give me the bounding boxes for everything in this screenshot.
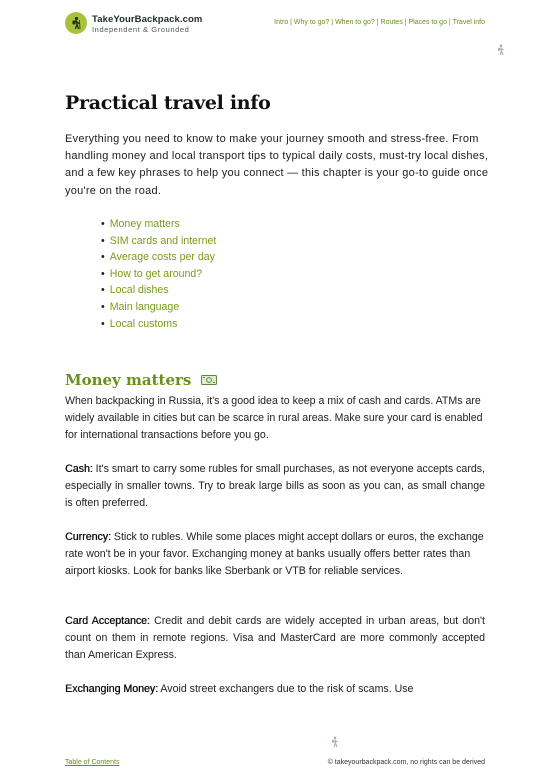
currency-label: Currency: — [65, 531, 111, 543]
hiker-icon — [496, 44, 506, 58]
nav-places-to-go[interactable]: Places to go — [408, 19, 447, 26]
cash-paragraph — [65, 461, 485, 512]
exchanging-money-label: Exchanging Money: — [65, 683, 159, 695]
toc-link[interactable]: Local dishes — [109, 284, 169, 297]
currency-paragraph — [65, 529, 485, 580]
toc-item-average-costs — [101, 249, 216, 266]
nav-separator: | — [290, 19, 292, 26]
hiker-icon — [69, 16, 83, 30]
bullet: • — [101, 300, 105, 313]
bullet: • — [101, 317, 105, 330]
page-header — [0, 0, 550, 49]
bullet: • — [101, 251, 105, 264]
money-icon — [201, 374, 217, 386]
nav-separator: | — [376, 19, 379, 26]
toc-item-local-dishes — [101, 282, 216, 299]
toc-link[interactable]: How to get around? — [109, 267, 203, 280]
bullet: • — [101, 267, 105, 280]
toc-link[interactable]: Main language — [109, 300, 180, 313]
currency-text: Stick to rubles. While some places might accept dollars or euros, the exchange rate won't be in your favor. Exchanging money at banks usually offers better rates than airport kiosks. Look for banks like Sberbank or VTB for reliable services. — [65, 531, 484, 577]
intro-paragraph: Everything you need to know to make your journey smooth and stress-free. From handling money and local transport tips to typical daily costs, must-try local dishes, and a few key phrases to help you connect — this chapter is your go-to guide once you're on the road. — [65, 133, 489, 197]
bullet: • — [101, 284, 105, 297]
section-title-money-matters — [65, 371, 217, 389]
nav-travel-info[interactable]: Travel info — [452, 19, 485, 26]
nav-separator: | — [404, 19, 407, 26]
page-title: Practical travel info — [65, 92, 271, 114]
nav-routes[interactable]: Routes — [380, 19, 403, 26]
chapter-toc — [101, 216, 216, 332]
money-intro-paragraph: When backpacking in Russia, it's a good idea to keep a mix of cash and cards. ATMs are widely available in cities but can be scarce in rural areas. Make sure your card is enabled for international transactions before you go. — [65, 395, 483, 441]
exchanging-money-text: Avoid street exchangers due to the risk of scams. Use — [160, 683, 414, 695]
toc-link[interactable]: Money matters — [109, 218, 180, 230]
nav-when-to-go[interactable]: When to go? — [335, 19, 375, 26]
toc-link[interactable]: Average costs per day — [109, 251, 215, 264]
cash-label: Cash: — [65, 463, 93, 475]
toc-item-money-matters — [101, 216, 216, 233]
toc-item-getting-around — [101, 266, 216, 283]
cash-text: It's smart to carry some rubles for small purchases, as not everyone accepts cards, especially in smaller towns. Try to break large bills as soon as you can, as small change is often preferred. — [65, 463, 485, 509]
brand-name[interactable]: TakeYourBackpack.com — [92, 14, 203, 25]
toc-item-local-customs — [101, 316, 216, 333]
toc-link[interactable]: Local customs — [109, 317, 178, 330]
copyright-notice: © takeyourbackpack.com, no rights can be derived — [327, 759, 485, 766]
toc-item-main-language — [101, 299, 216, 316]
card-acceptance-label: Card Acceptance: — [65, 615, 150, 627]
table-of-contents-link[interactable]: Table of Contents — [65, 759, 120, 766]
card-acceptance-paragraph — [65, 613, 485, 664]
hiker-icon — [330, 736, 340, 750]
section-title-text: Money matters — [65, 371, 192, 389]
logo[interactable] — [65, 12, 87, 34]
nav-why-to-go[interactable]: Why to go? — [293, 19, 330, 26]
nav-separator: | — [331, 19, 334, 26]
top-nav — [274, 19, 485, 26]
bullet: • — [101, 234, 105, 247]
exchanging-money-paragraph — [65, 681, 485, 698]
toc-link[interactable]: SIM cards and internet — [109, 234, 217, 247]
brand-tagline: Independent & Grounded — [92, 25, 190, 34]
card-acceptance-text: Credit and debit cards are widely accepted in urban areas, but don't count on them in remote regions. Visa and MasterCard are more commonly accepted than American Express. — [65, 615, 485, 661]
page-footer — [0, 752, 550, 778]
nav-intro[interactable]: Intro — [274, 19, 289, 26]
nav-separator: | — [448, 19, 451, 26]
bullet: • — [101, 218, 105, 230]
toc-item-sim-cards — [101, 233, 216, 250]
